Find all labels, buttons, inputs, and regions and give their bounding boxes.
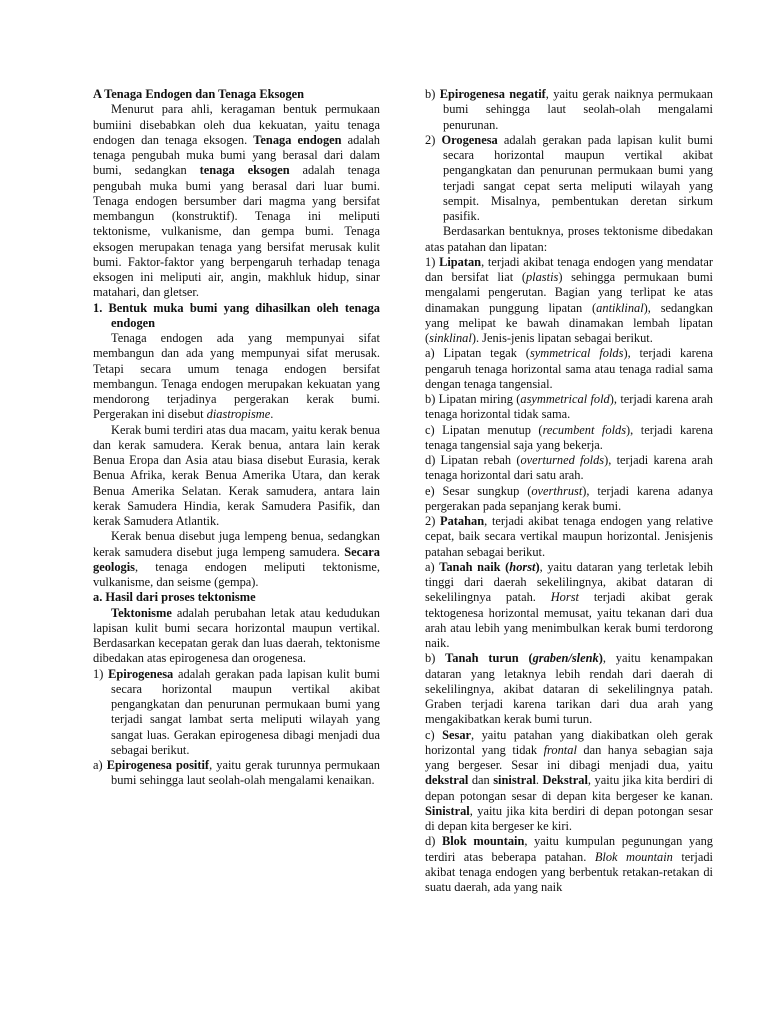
paragraph-tectonism-forms: Berdasarkan bentuknya, proses tektonisme dibedakan atas patahan dan lipatan: [425,224,713,254]
list-item-sesar: c) Sesar, yaitu patahan yang diakibatkan oleh gerak horizontal yang tidak frontal dan hanya sebagian saja yang bergeser. Sesar ini dibagi menjadi dua, yaitu dekstral dan sinistral. Dekstral, yaitu jika kita berdiri di depan potongan sesar di depan kita bergeser ke kanan. Sinistral, yaitu jika kita berdiri di depan potongan sesar di depan kita bergeser ke kiri. [425,727,713,833]
list-item-graben: b) Tanah turun (graben/slenk), yaitu kenampakan dataran yang letaknya lebih rendah dari daerah di sekelilingnya, akibat dataran di sekelilingnya patah. Graben terjadi karena tarikan dari dua arah yang mengakibatkan kerak bumi turun. [425,651,714,727]
list-item-epirogenesa: 1) Epirogenesa adalah gerakan pada lapisan kulit bumi secara horizontal maupun vertikal akibat pengangkatan dan penurunan permukaan bumi yang terjadi sangat lambat serta meliputi wilayah yang sangat luas. Gerakan epirogenesa dibagi menjadi dua sebagai berikut. [93,666,380,757]
right-column [425,87,713,895]
heading-tectonism: a. Hasil dari proses tektonisme [93,590,256,605]
list-item-epirogenesa-positif: a) Epirogenesa positif, yaitu gerak turunnya permukaan bumi sehingga laut seolah-olah mengalami kenaikan. [93,758,380,788]
list-item-blok-mountain: d) Blok mountain, yaitu kumpulan pegunungan yang terdiri atas beberapa patahan. Blok mountain terjadi akibat tenaga endogen yang berbentuk retakan-retakan di suatu daerah, ada yang naik [425,834,713,894]
section-title: A Tenaga Endogen dan Tenaga Eksogen [93,87,305,101]
heading-endogen-forms: 1. Bentuk muka bumi yang dihasilkan oleh tenaga endogen [93,300,380,330]
list-item-lipatan-menutup: c) Lipatan menutup (recumbent folds), terjadi karena tenaga tangensial saja yang bekerja. [425,422,713,452]
paragraph-crust-types: Kerak bumi terdiri atas dua macam, yaitu kerak benua dan kerak samudera. Kerak benua, antara lain kerak Benua Eropa dan Asia atau biasa disebut Eurasia, kerak Benua Afrika, kerak Benua Amerika Utara, dan kerak Benua Amerika Selatan. Kerak samudera, antara lain kerak Samudera Hindia, kerak Samudera Pasifik, dan kerak Samudera Atlantik. [93,422,380,528]
list-item-sesar-sungkup: e) Sesar sungkup (overthrust), terjadi karena adanya pergerakan pada sepanjang kerak bumi. [425,483,713,513]
paragraph-plates: Kerak benua disebut juga lempeng benua, sedangkan kerak samudera disebut juga lempeng samudera. Secara geologis, tenaga endogen meliputi tektonisme, vulkanisme, dan seisme (gempa). [93,529,380,589]
paragraph-endogen: Tenaga endogen ada yang mempunyai sifat membangun dan ada yang mempunyai sifat merusak. Tetapi secara umum tenaga endogen bersifat membangun. Tenaga endogen merupakan kekuatan yang mendorong terjadinya pergerakan kerak bumi. Pergerakan ini disebut diastropisme. [93,331,380,422]
paragraph-tectonism: Tektonisme adalah perubahan letak atau kedudukan lapisan kulit bumi secara horizontal maupun vertikal. Berdasarkan kecepatan gerak dan luas daerah, tektonisme dibedakan atas epirogenesa dan orogenesa. [93,605,380,666]
list-item-lipatan-tegak: a) Lipatan tegak (symmetrical folds), terjadi karena pengaruh tenaga horizontal sama atau tenaga radial sama dengan tenaga tangensial. [425,346,713,391]
list-item-orogenesa: 2) Orogenesa adalah gerakan pada lapisan kulit bumi secara horizontal maupun vertikal akibat pengangkatan dan penurunan permukaan bumi yang terjadi sangat cepat serta meliputi wilayah yang sempit. Misalnya, pembentukan deretan sirkum pasifik. [425,132,713,223]
paragraph-intro: Menurut para ahli, keragaman bentuk permukaan bumiini disebabkan oleh dua kekuatan, yaitu tenaga endogen dan tenaga eksogen. Tenaga endogen adalah tenaga pengubah muka bumi yang berasal dari dalam bumi, sedangkan tenaga eksogen adalah tenaga pengubah muka bumi yang berasal dari luar bumi. Tenaga endogen bersumber dari magma yang bersifat membangun (konstruktif). Tenaga ini meliputi tektonisme, vulkanisme, dan gempa bumi. Tenaga eksogen merupakan tenaga yang bersifat merusak kulit bumi. Faktor-faktor yang berpengaruh terhadap tenaga eksogen ini meliputi air, angin, makhluk hidup, sinar matahari, dan gletser. [93,102,381,300]
list-item-lipatan-miring: b) Lipatan miring (asymmetrical fold), terjadi karena arah tenaga horizontal tidak sama. [425,392,714,422]
list-item-epirogenesa-negatif: b) Epirogenesa negatif, yaitu gerak naiknya permukaan bumi sehingga laut seolah-olah mengalami penurunan. [425,87,713,132]
left-column [93,87,380,789]
list-item-patahan: 2) Patahan, terjadi akibat tenaga endogen yang relative cepat, baik secara vertikal maupun horizontal. Jenisjenis patahan sebagai berikut. [425,514,713,559]
list-item-lipatan: 1) Lipatan, terjadi akibat tenaga endogen yang mendatar dan bersifat liat (plastis) sehingga permukaan bumi mengalami pengerutan. Bagian yang terlipat ke atas dinamakan punggung lipatan (antiklinal), sedangkan yang melipat ke bawah dinamakan lembah lipatan (sinklinal). Jenis-jenis lipatan sebagai berikut. [425,254,713,345]
list-item-lipatan-rebah: d) Lipatan rebah (overturned folds), terjadi karena arah tenaga horizontal dari satu arah. [425,453,713,483]
list-item-horst: a) Tanah naik (horst), yaitu dataran yang terletak lebih tinggi dari daerah sekelilingnya, akibat dataran di sekelilingnya patah. Horst terjadi akibat gerak tektogenesa horizontal memusat, yaitu tekanan dari dua arah atau lebih yang menimbulkan kerak bumi terdorong naik. [425,559,713,650]
